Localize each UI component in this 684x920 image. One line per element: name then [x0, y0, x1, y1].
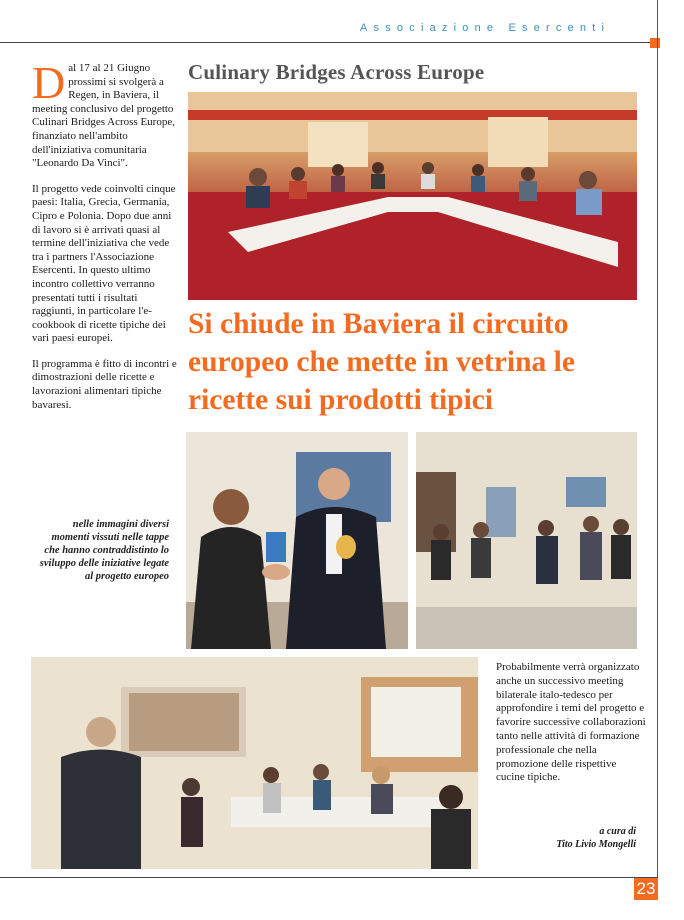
- footer-rule: [0, 877, 658, 878]
- author-credit: Tito Livio Mongelli: [556, 839, 636, 850]
- page-number: 23: [634, 878, 658, 900]
- presentation-illustration: [31, 657, 478, 869]
- conference-room-illustration: [188, 92, 637, 300]
- intro-paragraph-3: Il programma è fitto di incontri e dimostrazioni delle ricette e lavorazioni alimentari tipiche bavaresi.: [32, 357, 177, 411]
- seated-audience-photo: [416, 432, 637, 649]
- intro-paragraph-2: Il progetto vede coinvolti cinque paesi: Italia, Grecia, Germania, Cipro e Polonia. Dopo due anni di lavoro si è arrivati quasi al termine dell'iniziativa che vede tra i partners l'Associazione Esercenti. In questo ultimo incontro collettivo verranno presentati tutti i risultati raggiunti, in particolare l'e-cookbook di ricette tipiche dei vari paesi europei.: [32, 182, 176, 345]
- page-edge-rule: [657, 0, 658, 900]
- closing-paragraph: Probabilmente verrà organizzato anche un successivo meeting bilaterale italo-tedesco per approfondire i temi del progetto e favorire successive collaborazioni tanto nelle attività di formazione professionale che nella promozione delle rispettive cucine tipiche.: [496, 661, 646, 784]
- section-header: Associazione Esercenti: [360, 22, 611, 34]
- header-accent-square: [650, 38, 660, 48]
- projector-presentation-photo: [31, 657, 478, 869]
- photo-caption: nelle immagini diversi momenti vissuti nelle tappe che hanno contraddistinto lo sviluppo delle iniziative legate al progetto europeo: [39, 519, 169, 582]
- intro-column: [32, 57, 180, 424]
- drop-cap: D: [32, 57, 66, 108]
- credit-label: a cura di: [599, 826, 636, 837]
- intro-paragraph-1: Dal 17 al 21 Giugno prossimi si svolgerà a Regen, in Baviera, il meeting conclusivo del progetto Culinari Bridges Across Europe, finanziato nell'ambito dell'iniziativa comunitaria "Leonardo Da Vinci".: [32, 57, 175, 170]
- article-headline: Si chiude in Baviera il circuito europeo che mette in vetrina le ricette sui prodotti tipici: [188, 308, 575, 416]
- header-rule: [0, 42, 658, 43]
- audience-illustration: [416, 432, 637, 649]
- conference-room-photo: [188, 92, 637, 300]
- article-kicker: Culinary Bridges Across Europe: [188, 60, 485, 84]
- award-handshake-photo: [186, 432, 408, 649]
- award-illustration: [186, 432, 408, 649]
